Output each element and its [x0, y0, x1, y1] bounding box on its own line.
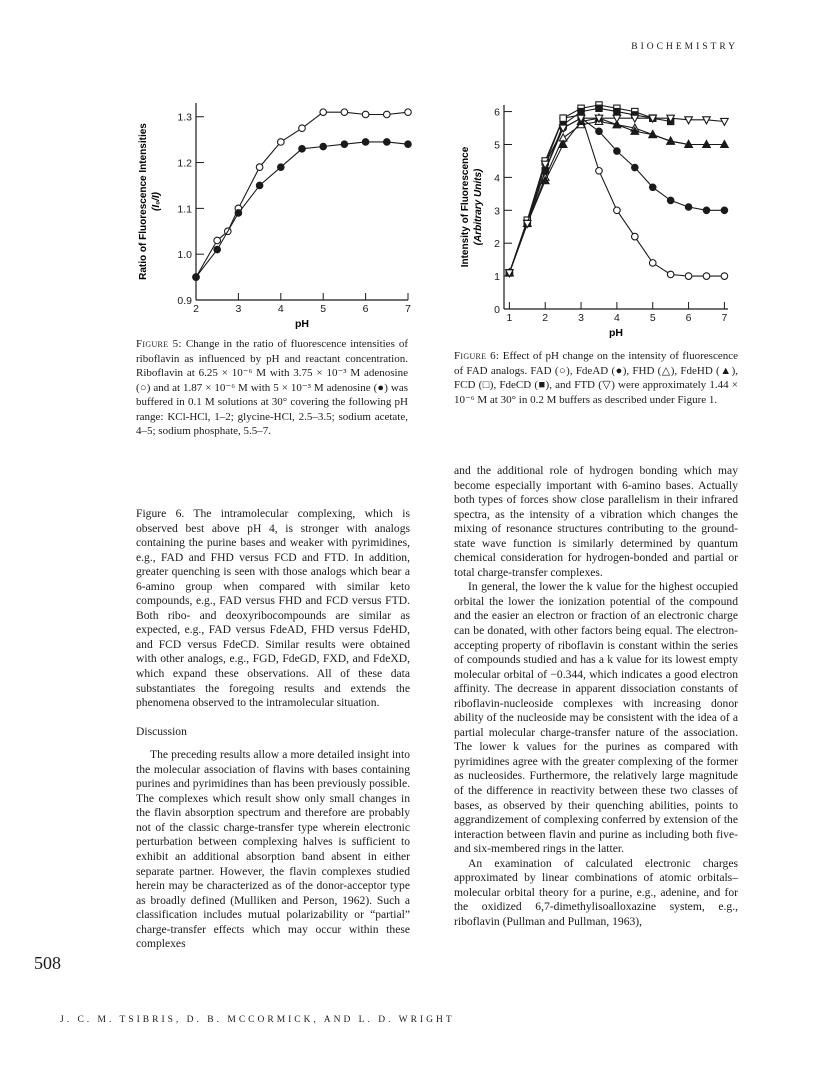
- data-point-fdead: [596, 128, 603, 135]
- data-point-2: [256, 182, 263, 189]
- x-tick-label: 2: [193, 303, 199, 315]
- data-point-2: [384, 139, 391, 146]
- x-tick-label: 7: [405, 303, 411, 315]
- data-point-1: [341, 109, 348, 116]
- data-point-fdead: [667, 197, 674, 204]
- x-tick-label: 4: [613, 312, 620, 324]
- data-point-fdead: [614, 148, 621, 155]
- y-axis-sublabel: (I₀/I): [151, 192, 162, 211]
- figure-5-caption-label: Figure 5:: [136, 338, 182, 350]
- x-tick-label: 3: [235, 303, 242, 315]
- y-axis-label: Intensity of Fluorescence: [460, 146, 471, 268]
- data-point-fdecd: [614, 108, 620, 114]
- author-footer: J. C. M. TSIBRIS, D. B. MCCORMICK, AND L. D. WRIGHT: [60, 1015, 455, 1025]
- series-line-ftd: [509, 118, 724, 273]
- y-tick-label: 6: [494, 106, 500, 119]
- data-point-fad: [667, 271, 674, 278]
- x-tick-label: 1: [506, 312, 513, 324]
- series-line-2: [196, 142, 408, 277]
- data-point-fad: [632, 233, 639, 240]
- figure-5-caption: [136, 337, 408, 439]
- figure-6-chart: [458, 85, 748, 347]
- x-tick-label: 5: [649, 312, 656, 324]
- x-tick-label: 5: [320, 303, 327, 315]
- data-point-fdead: [649, 184, 656, 191]
- data-point-fad: [596, 168, 603, 175]
- x-tick-label: 7: [721, 312, 728, 324]
- data-point-1: [362, 111, 369, 118]
- figure-6-caption: [454, 349, 738, 407]
- data-point-fad: [703, 273, 710, 280]
- data-point-2: [235, 210, 242, 217]
- figure-6-caption-label: Figure 6:: [454, 350, 500, 362]
- y-tick-label: 2: [494, 238, 500, 251]
- y-tick-label: 4: [494, 172, 500, 185]
- page-number: 508: [34, 953, 61, 973]
- right-column: [454, 464, 738, 930]
- data-point-2: [320, 143, 327, 150]
- data-point-2: [193, 274, 200, 281]
- y-tick-label: 1.0: [177, 249, 192, 262]
- series-line-fdehd: [509, 118, 724, 273]
- y-tick-label: 3: [494, 205, 500, 218]
- y-axis-sublabel: (Arbitrary Units): [473, 168, 484, 246]
- y-tick-label: 1: [494, 271, 500, 284]
- series-line-fad: [509, 115, 724, 276]
- x-axis-label: pH: [609, 327, 623, 339]
- figure-5-caption-text: Change in the ratio of fluorescence intensities of riboflavin as influenced by pH and reactant concentration. Riboflavin at 6.25 × 10⁻⁶ M with 3.75 × 10⁻³ M adenosine (○) and at 1.87 × 10⁻⁶ M with 5 × 10⁻³ M adenosine (●) was buffered in 0.1 M solutions at 30° covering the following pH range: KCl-HCl, 1–2; glycine-HCl, 2.5–3.5; sodium acetate, 4–5; sodium phosphate, 5.5–7.: [136, 338, 409, 437]
- x-tick-label: 6: [362, 303, 369, 315]
- data-point-1: [278, 139, 285, 146]
- left-paragraph-2: The preceding results allow a more detailed insight into the molecular association of flavins with bases containing purines and pyrimidines than has been previously possible. The complexes which result show only small changes in the flavin absorption spectrum and therefore are probably not of the classic charge-transfer type wherein electronic perturbation between complexing halves is sufficient to exhibit an additional absorption band absent in either separate partner. However, the flavin complexes studied herein may be characterized as of the donor-acceptor type as broadly defined (Mulliken and Person, 1962). Such a classification includes mutual polarizability or “partial” charge-transfer effects which may occur within these complexes: [136, 748, 410, 951]
- figure-5-chart: [128, 85, 428, 335]
- x-tick-label: 6: [685, 312, 692, 324]
- x-tick-label: 2: [542, 312, 549, 324]
- discussion-heading: Discussion: [136, 724, 187, 738]
- data-point-2: [278, 164, 285, 171]
- data-point-fdead: [632, 164, 639, 171]
- data-point-1: [299, 125, 306, 132]
- data-point-2: [405, 141, 412, 148]
- data-point-fdecd: [596, 105, 602, 111]
- data-point-fad: [614, 207, 621, 214]
- series-line-1: [196, 112, 408, 277]
- data-point-fdecd: [578, 108, 584, 114]
- y-tick-label: 1.2: [177, 157, 192, 170]
- series-line-fdead: [509, 118, 724, 273]
- x-tick-label: 3: [578, 312, 584, 324]
- data-point-fdead: [721, 207, 728, 214]
- data-point-ftd: [721, 118, 729, 125]
- data-point-fdead: [703, 207, 710, 214]
- data-point-2: [362, 139, 369, 146]
- data-point-fad: [721, 273, 728, 280]
- data-point-1: [405, 109, 412, 116]
- left-paragraph-1: Figure 6. The intramolecular complexing, which is observed best above pH 4, is stronger with analogs containing the purine bases and weaker with pyrimidines, e.g., FAD and FHD versus FCD and FTD. In addition, greater quenching is seen with those analogs which bear a 6-amino group when compared with similar keto compounds, e.g., FAD versus FHD and FCD versus FTD. Both ribo- and deoxyribocompounds are similar as expected, e.g., FAD versus FdeAD, FHD versus FdeHD, and FCD versus FdeCD. Similar results were obtained with other analogs, e.g., FGD, FdeGD, FXD, and FdeXD, which expand these observations. All of these data substantiates the foregoing results and extends the phenomena observed to the intramolecular situation.: [136, 507, 410, 710]
- right-paragraph-1: and the additional role of hydrogen bonding which may become especially important with 6-amino bases. Actually both types of forces show close parallelism in their infrared spectra, as the intensity of a vibration which changes the mixing of resonance structures contributing to the ground-state wave function is similarly determined by quantum chemical consideration for hydrogen-bonded and partial or total charge-transfer complexes.: [454, 464, 738, 579]
- y-tick-label: 0.9: [177, 295, 192, 307]
- data-point-fad: [649, 260, 656, 267]
- figure-6-caption-text: Effect of pH change on the intensity of fluorescence of FAD analogs. FAD (○), FdeAD (●), FHD (△), FdeHD (▲), FCD (□), FdeCD (■), and FTD (▽) were approximately 1.44 × 10⁻⁶ M at 30° in 0.2 M buffers as described under Figure 1.: [454, 350, 738, 406]
- y-tick-label: 0: [494, 304, 500, 316]
- data-point-2: [341, 141, 348, 148]
- data-point-1: [384, 111, 391, 118]
- y-tick-label: 1.3: [177, 111, 192, 124]
- y-axis-label: Ratio of Fluorescence Intensities: [138, 123, 149, 280]
- data-point-fdead: [685, 204, 692, 211]
- x-axis-label: pH: [295, 318, 309, 330]
- x-tick-label: 4: [277, 303, 284, 315]
- data-point-2: [214, 246, 221, 253]
- left-column: [136, 507, 410, 952]
- right-paragraph-2: In general, the lower the k value for the highest occupied orbital the lower the ionization potential of the compound and the easier an electron or fraction of an electronic charge can be donated, with other factors being equal. The electron-accepting property of riboflavin is constant within the series of compounds studied and has a k value for its lowest empty molecular orbital of −0.344, which indicates a good electron affinity. The decrease in apparent dissociation constants of riboflavin-nucleoside complexes with increasing donor ability of the nucleoside may be consistent with the idea of a partial molecular charge-transfer nature of the association. The lower k values for the purines as compared with pyrimidines agree with the greater complexing of the former as nucleosides. Furthermore, the relatively large magnitude of the difference in reactivity between these two classes of bases, as observed by their quenching abilities, points to aggrandizement of complexing conferred by extension of the interaction between flavin and purine as including both five- and six-membered rings in the latter.: [454, 580, 738, 856]
- y-tick-label: 1.1: [177, 203, 192, 216]
- data-point-fcd: [560, 115, 566, 121]
- running-header: BIOCHEMISTRY: [631, 42, 738, 52]
- data-point-2: [299, 146, 306, 153]
- y-tick-label: 5: [494, 139, 500, 152]
- data-point-fad: [685, 273, 692, 280]
- right-paragraph-3: An examination of calculated electronic charges approximated by linear combinations of atomic orbitals–molecular orbital theory for a purine, e.g., adenine, and for the oxidized 6,7-dimethylisoalloxazine system, e.g., riboflavin (Pullman and Pullman, 1963),: [454, 856, 738, 928]
- data-point-1: [214, 237, 221, 244]
- data-point-1: [320, 109, 327, 116]
- data-point-1: [256, 164, 263, 171]
